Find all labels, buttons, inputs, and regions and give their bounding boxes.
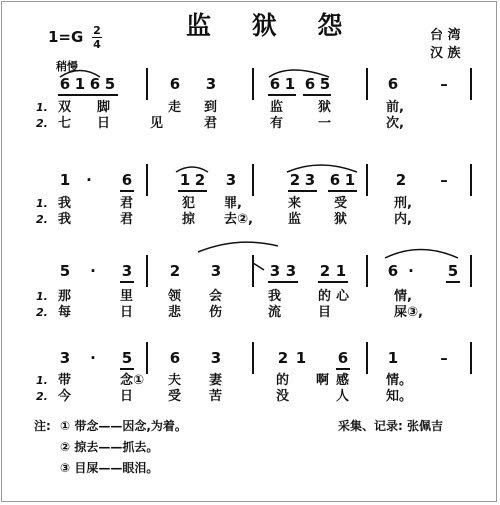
lyric: 君 <box>204 116 218 131</box>
lyric: 我 <box>58 196 72 211</box>
note: – <box>440 349 448 367</box>
lyric: 君 <box>120 212 134 227</box>
lyric: 今 <box>58 389 72 404</box>
lyric: 会 <box>209 289 223 304</box>
eighth-beam <box>268 281 298 283</box>
lyric: 掠 <box>182 212 196 227</box>
lyric: 日 <box>120 389 134 404</box>
lyric: 人 <box>336 389 350 404</box>
eighth-beam <box>446 281 460 283</box>
lyric: 情。 <box>386 373 413 388</box>
lyric: 内, <box>394 212 412 227</box>
lyric: 伤 <box>209 305 223 320</box>
note: 1 <box>335 262 347 280</box>
barline <box>470 255 472 287</box>
lyric: 君 <box>120 196 134 211</box>
lyric: 目 <box>318 305 332 320</box>
verse-number: 1. <box>36 197 48 210</box>
footnote-1: ① 带念——因念,为着。 <box>60 419 187 433</box>
note: 5 <box>319 75 331 93</box>
verse-number: 1. <box>36 101 48 114</box>
lyric: 妻 <box>209 373 223 388</box>
note: 3 <box>59 349 71 367</box>
note: 6 <box>121 171 133 189</box>
lyric: 次, <box>386 116 404 131</box>
note: 2 <box>194 171 206 189</box>
footnote-3: ③ 目屎——眼泪。 <box>60 461 159 475</box>
lyric: 监 <box>288 212 302 227</box>
lyric: 狱 <box>334 212 348 227</box>
eighth-beam <box>268 94 296 96</box>
note: 2 <box>169 262 181 280</box>
eighth-beam <box>58 94 118 96</box>
ethnicity-label: 汉 族 <box>430 46 461 61</box>
lyric: 那 <box>58 289 72 304</box>
note: 2 <box>395 171 407 189</box>
note: 1 <box>344 171 356 189</box>
note: 5 <box>447 262 459 280</box>
lyric: 念① <box>120 373 145 388</box>
verse-number: 2. <box>36 213 48 226</box>
note: 6 <box>269 75 281 93</box>
footnote-label: 注: <box>34 419 51 433</box>
note: 6 <box>337 349 349 367</box>
note: 1 <box>387 349 399 367</box>
eighth-beam <box>120 190 134 192</box>
lyric: 知。 <box>386 389 413 404</box>
verse-number: 1. <box>36 290 48 303</box>
lyric: 我 <box>268 289 282 304</box>
eighth-beam <box>288 190 317 192</box>
lyric: 前, <box>386 100 404 115</box>
barline <box>146 342 148 374</box>
lyric: 脚 <box>97 100 111 115</box>
eighth-beam <box>318 281 348 283</box>
lyric: 见 <box>150 116 164 131</box>
lyric: 犯 <box>182 196 196 211</box>
note: · <box>86 171 92 189</box>
lyric: 屎③, <box>394 305 423 320</box>
note: 2 <box>319 262 331 280</box>
lyric: 心 <box>336 289 350 304</box>
lyric: 夫 <box>168 373 182 388</box>
verse-number: 1. <box>36 374 48 387</box>
note: · <box>90 262 96 280</box>
lyric: 情, <box>394 289 412 304</box>
note: 3 <box>210 262 222 280</box>
note: · <box>90 349 96 367</box>
lyric: 罪, <box>224 196 242 211</box>
slur <box>253 263 264 270</box>
lyric: 带 <box>58 373 72 388</box>
barline <box>470 342 472 374</box>
note: 3 <box>205 75 217 93</box>
eighth-beam <box>328 190 357 192</box>
lyric: 去②, <box>224 212 253 227</box>
verse-number: 2. <box>36 306 48 319</box>
lyric: 狱 <box>318 100 332 115</box>
lyric: 里 <box>120 289 134 304</box>
note: 3 <box>225 171 237 189</box>
eighth-beam <box>178 190 207 192</box>
note: 1 <box>74 75 86 93</box>
barline <box>146 255 148 287</box>
collector-credit: 采集、记录: 张佩吉 <box>338 419 443 433</box>
note: 6 <box>169 75 181 93</box>
region-label: 台 湾 <box>430 28 461 43</box>
note: 6 <box>304 75 316 93</box>
barline <box>366 164 368 196</box>
lyric: 苦 <box>209 389 223 404</box>
barline <box>366 68 368 100</box>
note: 5 <box>104 75 116 93</box>
note: 3 <box>285 262 297 280</box>
tempo-marking: 稍慢 <box>56 60 78 73</box>
eighth-beam <box>120 281 134 283</box>
lyric: 没 <box>276 389 290 404</box>
note: 2 <box>289 171 301 189</box>
lyric: 受 <box>334 196 348 211</box>
time-signature-numerator: 2 <box>93 24 101 37</box>
note: 6 <box>387 262 399 280</box>
verse-number: 2. <box>36 117 48 130</box>
lyric: 领 <box>168 289 182 304</box>
lyric: 到 <box>204 100 218 115</box>
lyric: 日 <box>120 305 134 320</box>
note: 2 <box>277 349 289 367</box>
note: 5 <box>121 349 133 367</box>
note: 1 <box>284 75 296 93</box>
lyric: 的 <box>276 373 290 388</box>
eighth-beam <box>303 94 331 96</box>
lyric: 监 <box>270 100 284 115</box>
note: · <box>408 262 414 280</box>
lyric: 刑, <box>394 196 412 211</box>
barline <box>470 68 472 100</box>
lyric: 每 <box>58 305 72 320</box>
note: 6 <box>329 171 341 189</box>
barline <box>252 255 254 287</box>
note: 6 <box>387 75 399 93</box>
barline <box>470 164 472 196</box>
barline <box>252 68 254 100</box>
lyric: 七 <box>58 116 72 131</box>
lyric: 双 <box>58 100 72 115</box>
lyric: 来 <box>288 196 302 211</box>
note: 5 <box>59 262 71 280</box>
verse-number: 2. <box>36 390 48 403</box>
barline <box>366 255 368 287</box>
key-signature: 1=G <box>48 28 84 46</box>
note: 1 <box>295 349 307 367</box>
lyric: 受 <box>168 389 182 404</box>
lyric: 走 <box>168 100 182 115</box>
slur <box>385 250 458 259</box>
note: 6 <box>59 75 71 93</box>
lyric: 感 <box>336 373 350 388</box>
lyric: 啊 <box>316 373 330 388</box>
barline <box>366 342 368 374</box>
note: 1 <box>59 171 71 189</box>
lyric: 我 <box>58 212 72 227</box>
note: 3 <box>269 262 281 280</box>
song-title: 监 狱 怨 <box>186 11 359 40</box>
note: 6 <box>169 349 181 367</box>
time-signature-denominator: 4 <box>93 38 101 51</box>
note: 3 <box>304 171 316 189</box>
barline <box>146 68 148 100</box>
lyric: 悲 <box>168 305 182 320</box>
lyric: 日 <box>97 116 111 131</box>
eighth-beam <box>336 368 350 370</box>
barline <box>252 342 254 374</box>
note: 3 <box>210 349 222 367</box>
lyric: 一 <box>318 116 332 131</box>
footnote-2: ② 掠去——抓去。 <box>60 440 159 454</box>
note: 1 <box>179 171 191 189</box>
lyric: 流 <box>268 305 282 320</box>
note: – <box>440 171 448 189</box>
lyric: 的 <box>318 289 332 304</box>
note: 3 <box>121 262 133 280</box>
note: 6 <box>89 75 101 93</box>
lyric: 有 <box>270 116 284 131</box>
note: – <box>440 75 448 93</box>
barline <box>146 164 148 196</box>
slur <box>198 242 278 252</box>
eighth-beam <box>120 368 134 370</box>
barline <box>252 164 254 196</box>
